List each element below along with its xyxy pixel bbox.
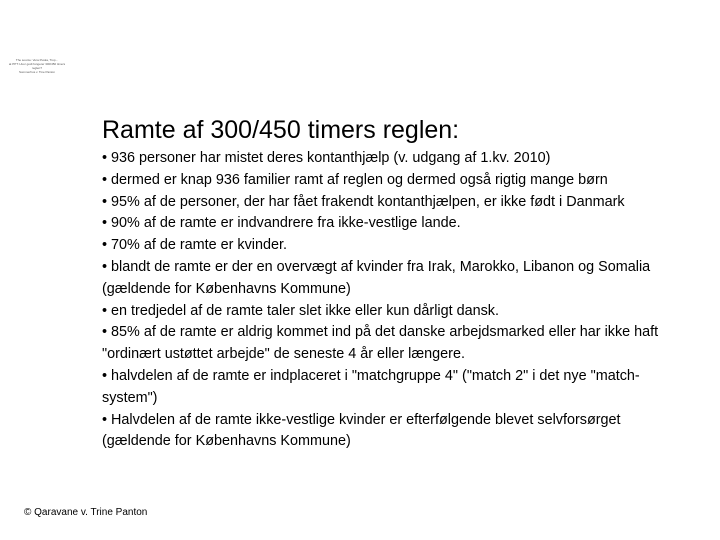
- bullet-item: • blandt de ramte er der en overvægt af kvinder fra Irak, Marokko, Libanon og Somalia (gældende for Københavns Kommune): [102, 258, 651, 297]
- bullet-item: • halvdelen af de ramte er indplaceret i "matchgruppe 4" ("match 2" i det nye "match-system"): [102, 367, 640, 406]
- bullet-item: • Halvdelen af de ramte ikke-vestlige kvinder er efterfølgende blevet selvforsørget (gældende for Københavns Kommune): [102, 411, 621, 450]
- bullet-item: • dermed er knap 936 familier ramt af reglen og dermed også rigtig mange børn: [102, 171, 608, 188]
- corner-note-line: The source: Vera Puska, Trop...: [15, 58, 59, 62]
- corner-note-line: at PPT: Hvor godt fungerer 300/450 timers reglen?: [8, 62, 66, 70]
- bullet-item: • 936 personer har mistet deres kontanthjælp (v. udgang af 1.kv. 2010): [102, 150, 551, 166]
- bullet-item: • 70% af de ramte er kvinder.: [102, 237, 288, 254]
- bullet-item: • en tredjedel af de ramte taler slet ikke eller kun dårligt dansk.: [102, 302, 499, 319]
- bullet-item: • 90% af de ramte er indvandrere fra ikke-vestlige lande.: [102, 215, 461, 232]
- corner-note: [6, 58, 68, 74]
- bullet-item: • 85% af de ramte er aldrig kommet ind på det danske arbejdsmarked eller har ikke haft "ordinært ustøttet arbejde" de seneste 4 år eller længere.: [102, 324, 659, 363]
- bullet-list: [102, 148, 662, 453]
- footer-credit: © Qaravane v. Trine Panton: [24, 507, 148, 518]
- bullet-item: • 95% af de personer, der har fået frakendt kontanthjælpen, er ikke født i Danmark: [102, 193, 625, 210]
- corner-note-line: Sommerhus v. Tine Panton: [19, 70, 55, 74]
- slide-title: Ramte af 300/450 timers reglen:: [102, 116, 460, 144]
